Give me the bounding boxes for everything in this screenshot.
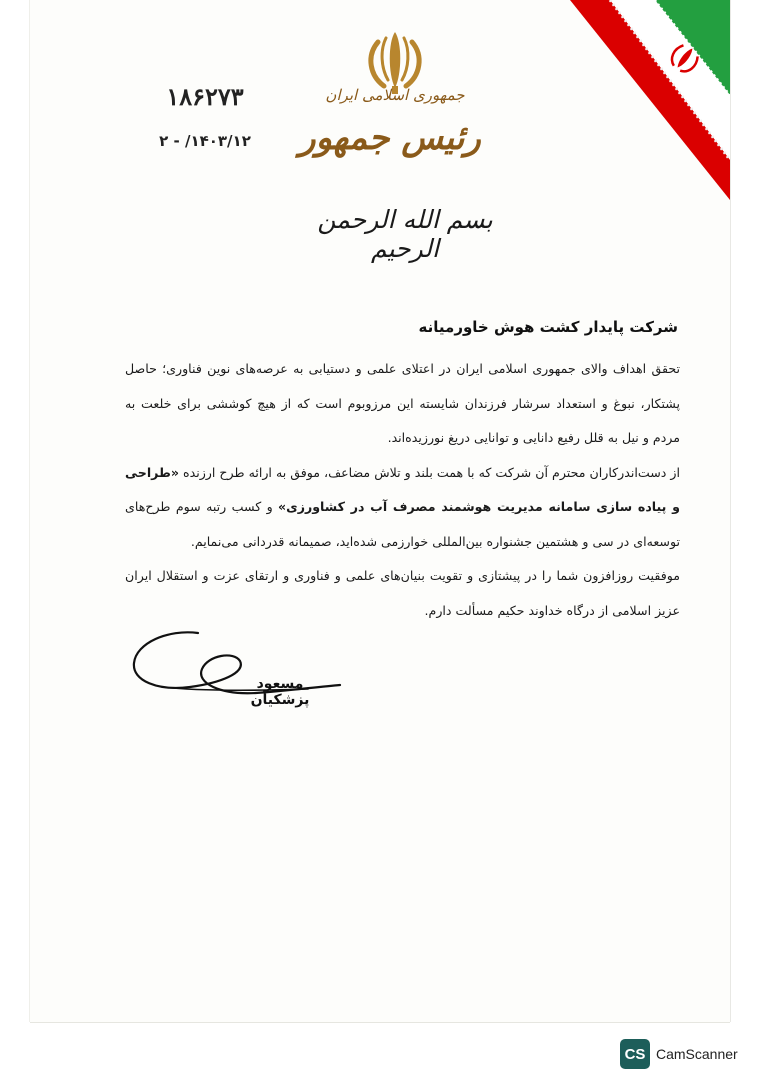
signatory-name: مسعود پزشکیان: [250, 676, 310, 708]
letter-date: ۱۴۰۳/۱۲/ - ۲: [159, 132, 251, 150]
body-paragraph-2: [125, 456, 680, 560]
recipient-name: شرکت پایدار کشت هوش خاورمیانه: [418, 318, 678, 336]
camscanner-logo-icon: CS: [620, 1039, 650, 1069]
paragraph-2-end: و کسب رتبه سوم طرح‌های توسعه‌ای در سی و هشتمین جشنواره بین‌المللی خوارزمی شده‌اید، صمیمانه قدردانی می‌نمایم.: [125, 499, 680, 549]
camscanner-label: CamScanner: [656, 1046, 738, 1062]
paragraph-2-start: از دست‌اندرکاران محترم آن شرکت که با همت بلند و تلاش مضاعف، موفق به ارائه طرح ارزنده: [183, 464, 680, 480]
body-paragraph-1: تحقق اهداف والای جمهوری اسلامی ایران در اعتلای علمی و دستیابی به عرصه‌های نوین فناوری؛ حاصل پشتکار، نبوغ و استعداد سرشار فرزندان شایسته این مرزوبوم است که از هیچ کوششی برای خلعت به مردم و نیل به قلل رفیع دانایی و توانایی دریغ نورزیده‌اند.: [125, 361, 680, 445]
basmala: بسم الله الرحمن الرحیم: [317, 205, 493, 263]
office-title: رئیس جمهور: [299, 118, 481, 158]
letter-body: [125, 352, 680, 628]
body-paragraph-3: موفقیت روزافزون شما را در پیشتازی و تقویت بنیان‌های علمی و فناوری و ارتقای عزت و استقلال ایران عزیز اسلامی از درگاه خداوند حکیم مسألت دارم.: [125, 568, 680, 618]
country-name: جمهوری اسلامی ایران: [325, 86, 465, 104]
letter-number: ۱۸۶۲۷۳: [166, 82, 244, 111]
project-title: «طراحی و پیاده سازی سامانه مدیریت هوشمند مصرف آب در کشاورزی»: [125, 464, 680, 514]
iran-flag-icon: [550, 0, 730, 200]
letter-page: [30, 0, 730, 1022]
camscanner-watermark: [620, 1038, 738, 1070]
